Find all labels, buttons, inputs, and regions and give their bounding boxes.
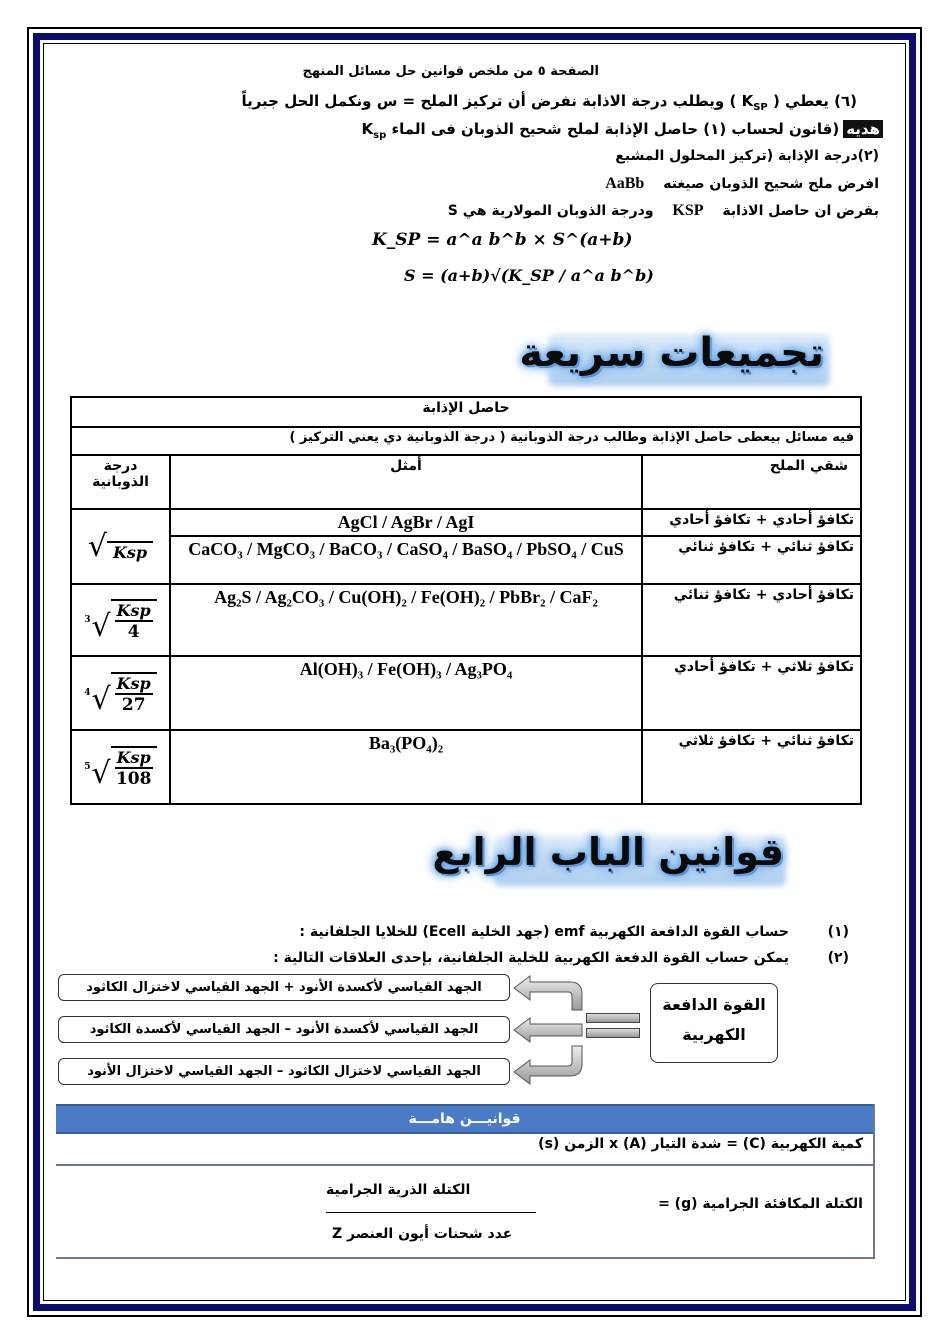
page-note: الصفحة ٥ من ملخص قوانين حل مسائل المنهج (302, 64, 599, 79)
assume-salt-line (605, 175, 879, 193)
solubility-root-cube: 3 √ $\frac{\text{Ksp}}{4}$ (71, 584, 170, 656)
emf-item2-number: (٢) (827, 950, 849, 966)
root-numerator: Ksp (116, 747, 151, 767)
banner-chapter-four-laws: قوانين الباب الرابع (432, 830, 784, 874)
row-type: تكافؤ أحادي + تكافؤ أحادي (642, 509, 861, 536)
charge-law: كمية الكهربية (C) = شدة التيار (A) x الزمن (s) (538, 1136, 863, 1152)
laws-divider-2 (56, 1257, 873, 1259)
ksp-table-subtitle: فيه مسائل بيعطى حاصل الإذابة وطالب درجة الذوبانية ( درجة الذوبانية دي يعني التركيز ) (71, 427, 861, 455)
salt-formula: AaBb (605, 175, 645, 192)
assume-ksp-line (448, 202, 879, 220)
emf-box (650, 983, 778, 1063)
important-laws-title: قوانيـــن هامـــة (56, 1104, 873, 1134)
root-numerator: Ksp (116, 600, 151, 620)
relation-box-2: الجهد القياسي لأكسدة الأنود – الجهد القياسي لأكسدة الكاثود (58, 1016, 510, 1043)
banner-quick-collections: تجميعات سريعة (519, 330, 824, 376)
assume-salt-text: افرض ملح شحيح الذوبان صيغته (663, 176, 879, 192)
important-laws-panel (56, 1104, 875, 1259)
ksp-table-title: حاصل الإذابة (71, 397, 861, 427)
root-index: 4 (84, 688, 91, 698)
ksp-label: KSP (672, 202, 704, 219)
row-type: تكافؤ ثنائي + تكافؤ ثنائي (642, 536, 861, 584)
ksp-equation: K_SP = a^a b^b × S^(a+b) (372, 230, 633, 250)
item6-rest: ) ويطلب درجة الاذابة نفرض أن تركيز الملح = س ونكمل الحل جبرياً (241, 92, 742, 110)
intro-law-line (362, 120, 884, 141)
item6-sub: SP (753, 102, 768, 113)
equivalent-mass-denominator: عدد شحنات أيون العنصر Z (332, 1226, 513, 1242)
row-examples: CaCO₃ / MgCO₃ / BaCO₃ / CaSO₄ / BaSO₄ / PbSO₄ / CuS (170, 536, 642, 584)
root-denominator: 4 (127, 621, 140, 642)
row-examples: AgCl / AgBr / AgI (170, 509, 642, 536)
equals-bar-bottom (586, 1028, 640, 1038)
gift-label: هديه (843, 120, 883, 138)
root-numerator: Ksp (113, 542, 148, 562)
emf-box-line2: الكهربية (682, 1025, 746, 1044)
law-line-sub: sp (373, 130, 387, 141)
solubility-root-sqrt: √ Ksp (71, 509, 170, 584)
item6-text: (٦) يعطي ( K (741, 92, 857, 110)
assume-ksp-text: بفرض ان حاصل الاذابة (722, 203, 879, 219)
equivalent-mass-numerator: الكتلة الذرية الجرامية (326, 1182, 471, 1198)
fraction-bar (326, 1212, 536, 1213)
root-numerator: Ksp (116, 673, 151, 693)
relation-box-3: الجهد القياسي لاختزال الكاثود – الجهد القياسي لاختزال الأنود (58, 1058, 510, 1085)
s-equation: S = (a+b)√(K_SP / a^a b^b) (404, 266, 654, 285)
root-denominator: 27 (121, 694, 146, 715)
emf-box-line1: القوة الدافعة (662, 995, 766, 1014)
row-type: تكافؤ ثنائي + تكافؤ ثلاثي (642, 730, 861, 804)
ksp-table (70, 396, 862, 805)
header-examples: أمثل (170, 455, 642, 509)
header-solubility: درجة الذوبانية (71, 455, 170, 509)
root-denominator: 108 (115, 768, 152, 789)
row-type: تكافؤ ثلاثي + تكافؤ أحادي (642, 656, 861, 730)
equivalent-mass-label: الكتلة المكافئة الجرامية (g) = (658, 1196, 863, 1212)
solubility-root-fifth: 5 √ $\frac{\text{Ksp}}{108}$ (71, 730, 170, 804)
intro-item6 (241, 92, 857, 113)
emf-item1-number: (١) (827, 924, 849, 940)
relation-box-1: الجهد القياسي لأكسدة الأنود + الجهد القياسي لاختزال الكاثود (58, 974, 510, 1001)
emf-item2-text: يمكن حساب القوة الدفعة الكهربية للخلية الجلفانية، بإحدى العلاقات التالية : (273, 950, 789, 966)
equals-bar-top (586, 1013, 640, 1023)
solubility-line: (٢)درجة الإذابة (تركيز المحلول المشبع (615, 148, 879, 164)
root-index: 5 (84, 762, 91, 772)
emf-item1-text: حساب القوة الدافعة الكهربية emf (جهد الخلية Ecell) للخلايا الجلفانية : (299, 924, 789, 940)
branch-arrows-icon (510, 970, 590, 1090)
row-type: تكافؤ أحادي + تكافؤ ثنائي (642, 584, 861, 656)
solubility-root-fourth: 4 √ $\frac{\text{Ksp}}{27}$ (71, 656, 170, 730)
root-index: 3 (84, 615, 91, 625)
row-examples: Ba₃(PO₄)₂ (170, 730, 642, 804)
assume-s-text: ودرجة الذوبان المولارية هي S (447, 203, 654, 219)
header-salt-type: شقي الملح (642, 455, 861, 509)
row-examples: Al(OH)₃ / Fe(OH)₃ / Ag₃PO₄ (170, 656, 642, 730)
laws-divider-1 (56, 1164, 873, 1166)
law-line-text: (قانون لحساب (١) حاصل الإذابة لملح شحيح الذوبان فى الماء K (361, 120, 840, 138)
row-examples: Ag₂S / Ag₂CO₃ / Cu(OH)₂ / Fe(OH)₂ / PbBr₂ / CaF₂ (170, 584, 642, 656)
